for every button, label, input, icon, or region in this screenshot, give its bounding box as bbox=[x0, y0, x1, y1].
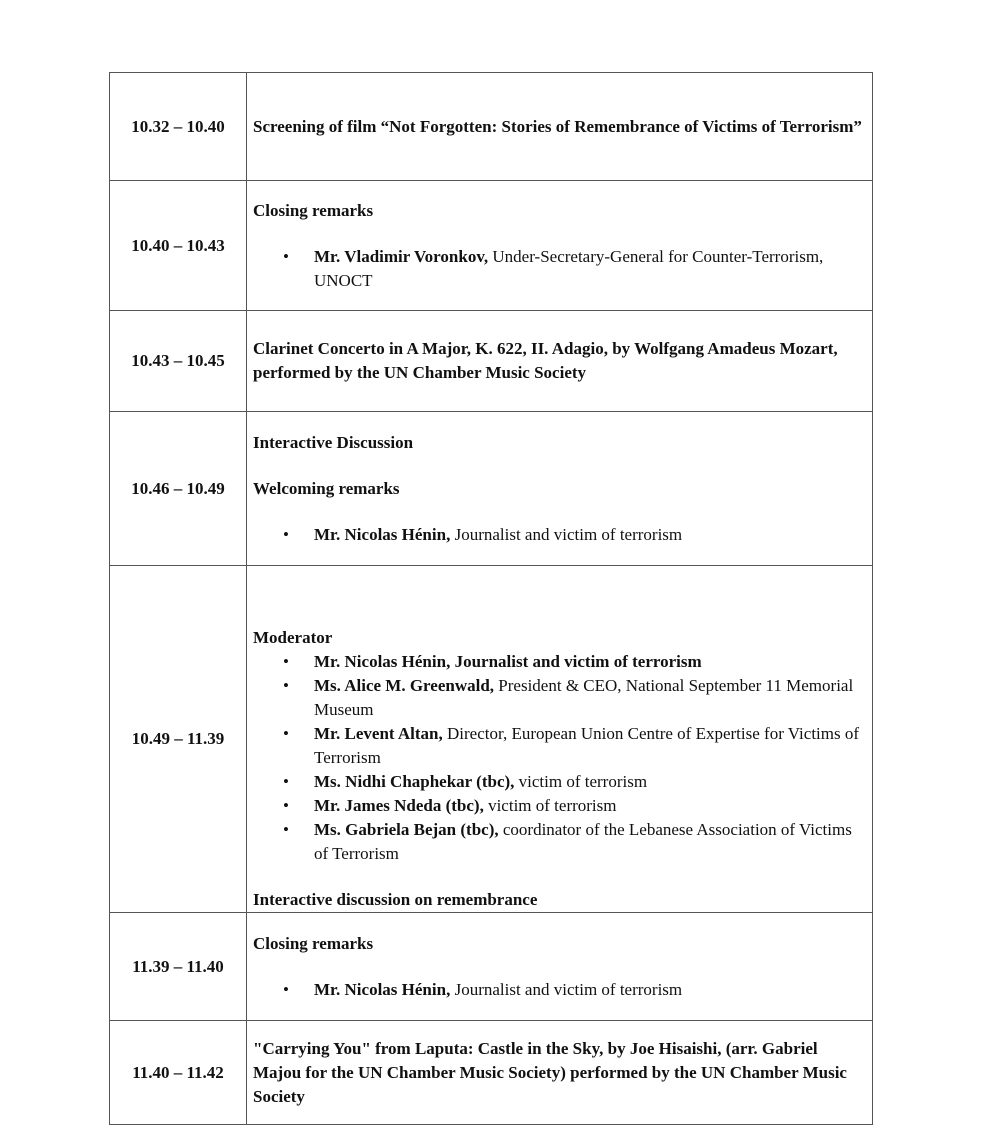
list-item bbox=[253, 978, 866, 1002]
agenda-cell bbox=[247, 566, 873, 913]
list-item bbox=[253, 794, 866, 818]
speaker-role: Director, European Union Centre of Expertise for Victims of Terrorism bbox=[314, 724, 860, 767]
agenda-row bbox=[110, 566, 873, 913]
list-item bbox=[253, 818, 866, 866]
speaker-list bbox=[253, 245, 866, 293]
agenda-row bbox=[110, 1021, 873, 1125]
session-title: Clarinet Concerto in A Major, K. 622, II. Adagio, by Wolfgang Amadeus Mozart, performed by the UN Chamber Music Society bbox=[253, 339, 838, 382]
speaker-name: Mr. Nicolas Hénin, Journalist and victim of terrorism bbox=[314, 652, 702, 671]
agenda-table bbox=[109, 72, 873, 1125]
time-slot: 10.49 – 11.39 bbox=[110, 566, 247, 913]
agenda-cell bbox=[247, 913, 873, 1021]
agenda-cell bbox=[247, 311, 873, 412]
speaker-name: Mr. Vladimir Voronkov, bbox=[314, 246, 489, 266]
speaker-role: victim of terrorism bbox=[514, 772, 648, 791]
section-heading: Moderator bbox=[253, 628, 333, 647]
speaker-role: President & CEO, National September 11 Memorial Museum bbox=[314, 676, 854, 719]
list-item bbox=[253, 245, 866, 293]
agenda-row bbox=[110, 412, 873, 566]
time-slot: 10.40 – 10.43 bbox=[110, 181, 247, 311]
list-item bbox=[253, 650, 866, 674]
session-title: "Carrying You" from Laputa: Castle in the Sky, by Joe Hisaishi, (arr. Gabriel Majou for the UN Chamber Music Society) performed by the UN Chamber Music Society bbox=[253, 1038, 847, 1106]
speaker-role: Journalist and victim of terrorism bbox=[450, 524, 683, 544]
speaker-role: victim of terrorism bbox=[483, 796, 617, 815]
time-slot: 10.32 – 10.40 bbox=[110, 73, 247, 181]
list-item bbox=[253, 770, 866, 794]
agenda-cell bbox=[247, 73, 873, 181]
list-item bbox=[253, 674, 866, 722]
speaker-name: Mr. Nicolas Hénin, bbox=[314, 979, 451, 999]
speaker-list bbox=[253, 978, 866, 1002]
session-title: Screening of film “Not Forgotten: Stories of Remembrance of Victims of Terrorism” bbox=[253, 116, 862, 136]
section-heading: Closing remarks bbox=[253, 933, 374, 953]
agenda-cell bbox=[247, 412, 873, 566]
panelist-list bbox=[253, 650, 866, 866]
speaker-name: Mr. James Ndeda (tbc), bbox=[314, 796, 484, 815]
agenda-row bbox=[110, 913, 873, 1021]
agenda-row bbox=[110, 311, 873, 412]
time-slot: 10.46 – 10.49 bbox=[110, 412, 247, 566]
speaker-list bbox=[253, 523, 866, 547]
speaker-role: Journalist and victim of terrorism bbox=[450, 979, 683, 999]
time-slot: 10.43 – 10.45 bbox=[110, 311, 247, 412]
speaker-name: Mr. Nicolas Hénin, bbox=[314, 524, 451, 544]
speaker-role: Under-Secretary-General for Counter-Terrorism, UNOCT bbox=[314, 246, 824, 290]
list-item bbox=[253, 523, 866, 547]
speaker-role: coordinator of the Lebanese Association of Victims of Terrorism bbox=[314, 820, 852, 863]
agenda-cell bbox=[247, 181, 873, 311]
list-item bbox=[253, 722, 866, 770]
speaker-name: Ms. Alice M. Greenwald, bbox=[314, 676, 495, 695]
speaker-name: Mr. Levent Altan, bbox=[314, 724, 443, 743]
time-slot: 11.39 – 11.40 bbox=[110, 913, 247, 1021]
agenda-cell bbox=[247, 1021, 873, 1125]
time-slot: 11.40 – 11.42 bbox=[110, 1021, 247, 1125]
agenda-row bbox=[110, 181, 873, 311]
section-heading: Interactive Discussion bbox=[253, 432, 414, 452]
section-heading: Closing remarks bbox=[253, 200, 374, 220]
section-footer: Interactive discussion on remembrance bbox=[253, 890, 538, 909]
speaker-name: Ms. Gabriela Bejan (tbc), bbox=[314, 820, 499, 839]
agenda-row bbox=[110, 73, 873, 181]
section-subheading: Welcoming remarks bbox=[253, 478, 400, 498]
speaker-name: Ms. Nidhi Chaphekar (tbc), bbox=[314, 772, 515, 791]
